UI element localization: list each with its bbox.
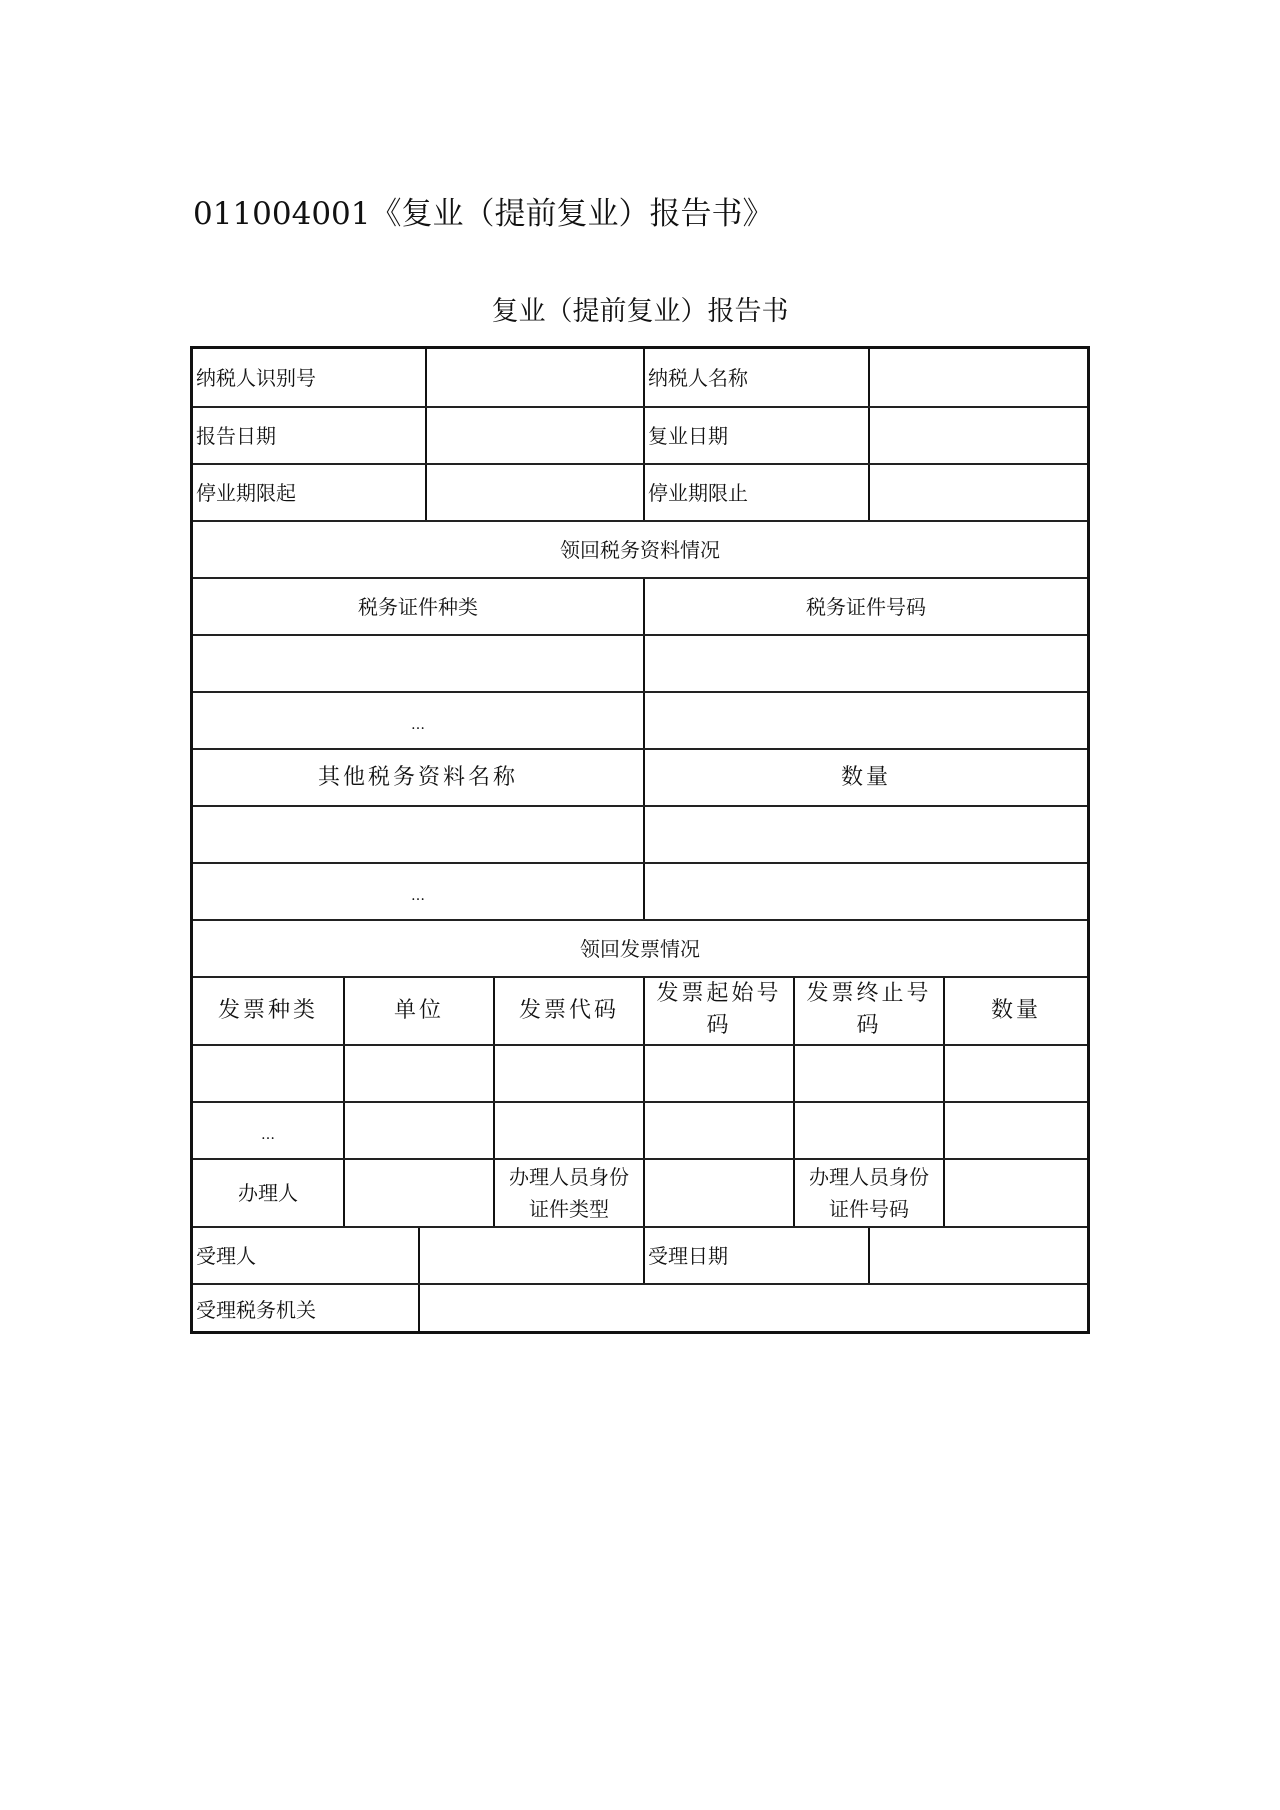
invoice-end-number-field[interactable] xyxy=(793,1103,943,1158)
handler-id-type-label-line2: 证件类型 xyxy=(529,1197,609,1221)
handler-label: 办理人 xyxy=(238,1181,298,1205)
invoice-quantity-field[interactable] xyxy=(943,1046,1087,1101)
invoice-type-header: 发票种类 xyxy=(217,998,318,1023)
other-materials-row xyxy=(193,862,1087,919)
invoice-header-row xyxy=(193,976,1087,1044)
certificate-type-field[interactable]: … xyxy=(411,717,425,733)
resume-date-label: 复业日期 xyxy=(643,408,868,463)
certificate-number-field[interactable] xyxy=(643,693,1087,748)
certificate-number-header: 税务证件号码 xyxy=(643,579,1087,634)
invoice-code-field[interactable] xyxy=(493,1103,643,1158)
row-report-date xyxy=(193,406,1087,463)
other-materials-header-row xyxy=(193,748,1087,805)
other-material-quantity-field[interactable] xyxy=(643,864,1087,919)
accept-date-field[interactable] xyxy=(868,1228,1087,1283)
handler-id-number-field[interactable] xyxy=(943,1160,1087,1226)
certificate-number-field[interactable] xyxy=(643,636,1087,691)
other-material-quantity-field[interactable] xyxy=(643,807,1087,862)
acceptor-label: 受理人 xyxy=(196,1243,256,1268)
invoices-section-title: 领回发票情况 xyxy=(580,936,700,961)
suspension-end-label: 停业期限止 xyxy=(643,465,868,520)
resume-date-field[interactable] xyxy=(868,408,1087,463)
taxpayer-id-label: 纳税人识别号 xyxy=(196,365,316,390)
accept-date-label: 受理日期 xyxy=(643,1228,868,1283)
invoice-start-number-header-line2: 码 xyxy=(706,1013,732,1038)
invoice-start-number-header xyxy=(643,978,793,1044)
suspension-end-field[interactable] xyxy=(868,465,1087,520)
tax-authority-row xyxy=(193,1283,1087,1334)
resume-business-report-form xyxy=(190,346,1090,1334)
tax-materials-section-title: 领回税务资料情况 xyxy=(560,537,720,562)
other-materials-quantity-header: 数量 xyxy=(643,750,1087,805)
taxpayer-name-label: 纳税人名称 xyxy=(643,349,868,406)
suspension-start-label: 停业期限起 xyxy=(196,480,296,505)
handler-id-type-label xyxy=(493,1160,643,1226)
invoice-end-number-header-line1: 发票终止号 xyxy=(806,981,932,1006)
suspension-start-field[interactable] xyxy=(425,465,643,520)
invoice-end-number-header-line2: 码 xyxy=(856,1013,882,1038)
handler-id-type-label-line1: 办理人员身份 xyxy=(509,1165,629,1189)
handler-id-number-label-line2: 证件号码 xyxy=(829,1197,909,1221)
handler-id-number-label xyxy=(793,1160,943,1226)
taxpayer-id-field[interactable] xyxy=(425,349,643,406)
tax-authority-label: 受理税务机关 xyxy=(196,1297,316,1322)
invoice-type-field[interactable] xyxy=(193,1046,343,1101)
handler-row xyxy=(193,1158,1087,1226)
report-date-field[interactable] xyxy=(425,408,643,463)
invoices-section-header xyxy=(193,919,1087,976)
certificate-type-field[interactable] xyxy=(193,636,643,691)
other-material-name-field[interactable]: … xyxy=(411,888,425,904)
handler-field[interactable] xyxy=(343,1160,493,1226)
invoice-unit-field[interactable] xyxy=(343,1046,493,1101)
row-taxpayer-id xyxy=(193,349,1087,406)
report-date-label: 报告日期 xyxy=(196,423,276,448)
invoice-row xyxy=(193,1101,1087,1158)
invoice-quantity-field[interactable] xyxy=(943,1103,1087,1158)
form-title: 复业（提前复业）报告书 xyxy=(491,296,789,327)
handler-id-number-label-line1: 办理人员身份 xyxy=(809,1165,929,1189)
handler-id-type-field[interactable] xyxy=(643,1160,793,1226)
certificate-row xyxy=(193,634,1087,691)
invoice-quantity-header: 数量 xyxy=(943,978,1087,1044)
taxpayer-name-field[interactable] xyxy=(868,349,1087,406)
certificate-type-header: 税务证件种类 xyxy=(358,594,478,619)
acceptor-field[interactable] xyxy=(418,1228,643,1283)
other-materials-row xyxy=(193,805,1087,862)
acceptor-row xyxy=(193,1226,1087,1283)
invoice-code-field[interactable] xyxy=(493,1046,643,1101)
invoice-end-number-header xyxy=(793,978,943,1044)
row-suspension-period xyxy=(193,463,1087,520)
tax-materials-section-header xyxy=(193,520,1087,577)
invoice-start-number-field[interactable] xyxy=(643,1103,793,1158)
invoice-start-number-field[interactable] xyxy=(643,1046,793,1101)
tax-authority-field[interactable] xyxy=(418,1285,1087,1334)
certificate-row xyxy=(193,691,1087,748)
invoice-row xyxy=(193,1044,1087,1101)
invoice-code-header: 发票代码 xyxy=(493,978,643,1044)
invoice-end-number-field[interactable] xyxy=(793,1046,943,1101)
document-heading: 011004001《复业（提前复业）报告书》 xyxy=(193,196,774,232)
certificate-header-row xyxy=(193,577,1087,634)
invoice-unit-field[interactable] xyxy=(343,1103,493,1158)
other-material-name-field[interactable] xyxy=(193,807,643,862)
invoice-type-field[interactable]: … xyxy=(261,1127,275,1143)
other-materials-name-header: 其他税务资料名称 xyxy=(317,764,518,790)
invoice-unit-header: 单位 xyxy=(343,978,493,1044)
invoice-start-number-header-line1: 发票起始号 xyxy=(656,981,782,1006)
